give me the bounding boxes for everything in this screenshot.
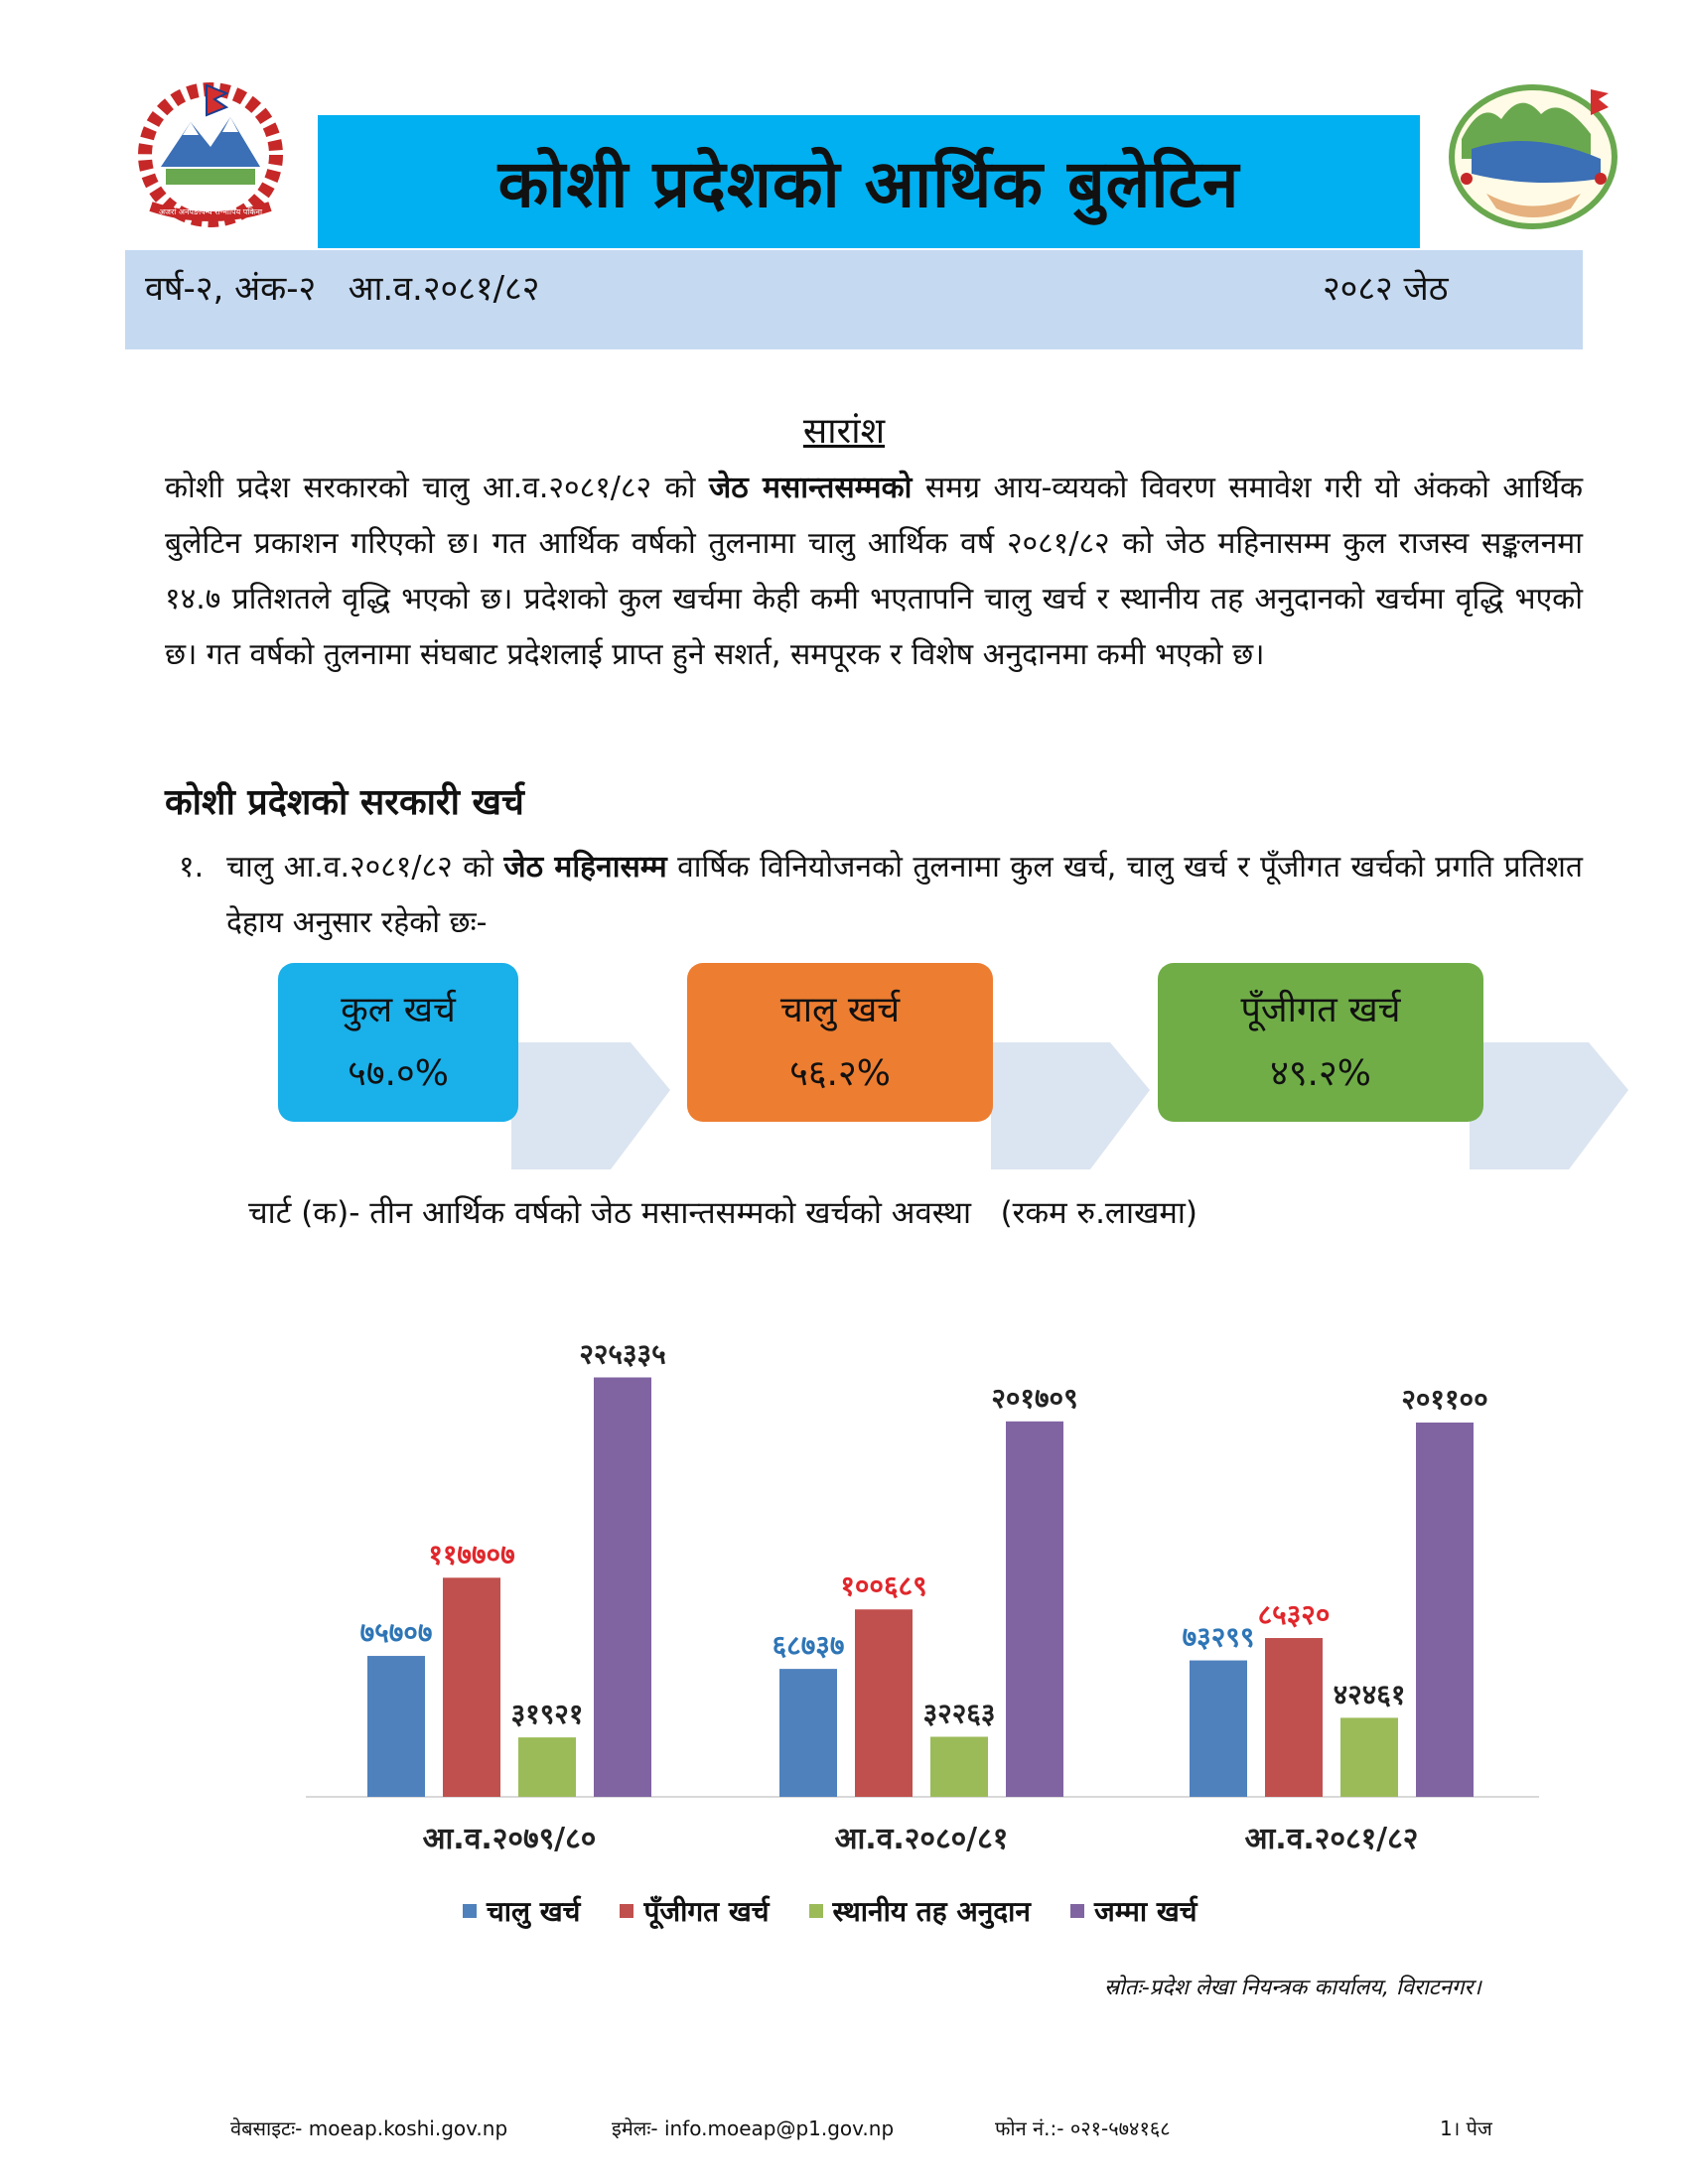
- chart-bar: [1190, 1661, 1247, 1797]
- kpi-value: ४९.२%: [1270, 1053, 1371, 1094]
- kpi-value: ५७.०%: [348, 1053, 449, 1094]
- legend-swatch: [620, 1904, 633, 1918]
- chart-data-label: ७३२९९: [1182, 1620, 1255, 1654]
- issue-volume: वर्ष-२, अंक-२ आ.व.२०८१/८२: [145, 269, 540, 309]
- kpi-label: कुल खर्च: [341, 990, 456, 1030]
- chart-category-label: आ.व.२०८१/८२: [1244, 1822, 1419, 1856]
- chart-bar: [518, 1737, 576, 1797]
- chart-category-label: आ.व.२०७९/८०: [422, 1822, 597, 1856]
- chart-data-label: २०१७०९: [991, 1381, 1078, 1415]
- summary-heading: सारांश: [802, 411, 886, 452]
- chart-bar: [1265, 1638, 1323, 1797]
- chart-data-label: २०११००: [1401, 1382, 1488, 1416]
- legend-label: जम्मा खर्च: [1093, 1895, 1197, 1928]
- summary-paragraph: कोशी प्रदेश सरकारको चालु आ.व.२०८१/८२ को जेठ मसान्तसम्मको समग्र आय-व्ययको विवरण समावेश गरी यो अंकको आर्थिक बुलेटिन प्रकाशन गरिएको छ। गत आर्थिक वर्षको तुलनामा चालु आर्थिक वर्ष २०८१/८२ को जेठ महिनासम्म कुल राजस्व सङ्कलनमा १४.७ प्रतिशतले वृद्धि भएको छ। प्रदेशको कुल खर्चमा केही कमी भएतापनि चालु खर्च र स्थानीय तह अनुदानको खर्चमा वृद्धि भएको छ। गत वर्षको तुलनामा संघबाट प्रदेशलाई प्राप्त हुने सशर्त, समपूरक र विशेष अनुदानमा कमी भएको छ।: [165, 471, 1583, 672]
- chart-data-label: २२५३३५: [579, 1337, 666, 1371]
- chart-bar: [1006, 1422, 1063, 1797]
- footer-email: इमेलः- info.moeap@p1.gov.np: [612, 2116, 895, 2140]
- chart-data-label: ६८७३७: [772, 1629, 845, 1663]
- kpi-capital-expenditure: [1158, 963, 1483, 1122]
- expenditure-heading: कोशी प्रदेशको सरकारी खर्च: [165, 782, 524, 823]
- chart-data-label: ८५३२०: [1257, 1598, 1331, 1632]
- legend-swatch: [463, 1904, 477, 1918]
- legend-label: स्थानीय तह अनुदान: [832, 1895, 1031, 1928]
- chart-bar: [855, 1609, 913, 1797]
- chart-bar: [1340, 1717, 1398, 1797]
- chart-bar: [779, 1669, 837, 1797]
- source-note: स्रोतः-प्रदेश लेखा नियन्त्रक कार्यालय, विराटनगर।: [1104, 1976, 1481, 2000]
- kpi-value: ५६.२%: [789, 1053, 891, 1094]
- issue-date: २०८२ जेठ: [1323, 269, 1449, 309]
- legend-swatch: [809, 1904, 823, 1918]
- legend-label: पूँजीगत खर्च: [643, 1895, 770, 1928]
- chart-data-label: ३१९२१: [510, 1698, 584, 1731]
- nepal-emblem-logo: [111, 77, 310, 228]
- legend-item-total: [1070, 1892, 1197, 1930]
- chart-data-label: ११७७०७: [428, 1538, 515, 1571]
- chart-bar: [930, 1737, 988, 1797]
- kpi-total-expenditure: [278, 963, 518, 1122]
- legend-item-current: [463, 1892, 580, 1930]
- legend-label: चालु खर्च: [487, 1895, 581, 1928]
- chart-category-label: आ.व.२०८०/८१: [834, 1822, 1009, 1856]
- chart-legend: [463, 1892, 1197, 1930]
- chart-data-label: ४२४६१: [1333, 1678, 1406, 1711]
- footer-website: वेबसाइटः- moeap.koshi.gov.np: [230, 2116, 508, 2140]
- kpi-arrow-1: [511, 1030, 670, 1169]
- chart-bar: [367, 1656, 425, 1797]
- footer-page-number: 1। पेज: [1440, 2116, 1492, 2140]
- expenditure-bar-chart: [298, 1291, 1549, 1926]
- koshi-province-logo: [1442, 79, 1625, 233]
- legend-item-local-grant: [809, 1892, 1031, 1930]
- chart-data-label: १००६८९: [840, 1570, 927, 1603]
- kpi-current-expenditure: [687, 963, 993, 1122]
- kpi-label: पूँजीगत खर्च: [1240, 990, 1401, 1030]
- chart-bar: [594, 1377, 651, 1797]
- expenditure-paragraph: चालु आ.व.२०८१/८२ को जेठ महिनासम्म वार्षिक विनियोजनको तुलनामा कुल खर्च, चालु खर्च र पूँजीगत खर्चको प्रगति प्रतिशत देहाय अनुसार रहेको छः-: [226, 850, 1584, 940]
- chart-title: चार्ट (क)- तीन आर्थिक वर्षको जेठ मसान्तसम्मको खर्चको अवस्था (रकम रु.लाखमा): [248, 1195, 1197, 1231]
- kpi-arrow-2: [991, 1030, 1150, 1169]
- chart-bar: [1416, 1423, 1474, 1797]
- legend-item-capital: [620, 1892, 769, 1930]
- kpi-arrow-3: [1470, 1030, 1628, 1169]
- footer-phone: फोन नं.:- ०२१-५७४१६८: [995, 2116, 1171, 2140]
- bulletin-title: कोशी प्रदेशको आर्थिक बुलेटिन: [497, 146, 1240, 222]
- chart-data-label: ७५७०७: [359, 1616, 433, 1650]
- list-item-number: १.: [179, 850, 205, 885]
- chart-bar: [443, 1577, 500, 1797]
- legend-swatch: [1070, 1904, 1084, 1918]
- kpi-label: चालु खर्च: [779, 990, 901, 1030]
- svg-text:अजरां अनपङपिन्य रा-नीपिय पकिना: अजरां अनपङपिन्य रा-नीपिय पकिना: [158, 207, 263, 216]
- bulletin-title-band: [318, 115, 1420, 248]
- chart-data-label: ३२२६३: [922, 1697, 996, 1730]
